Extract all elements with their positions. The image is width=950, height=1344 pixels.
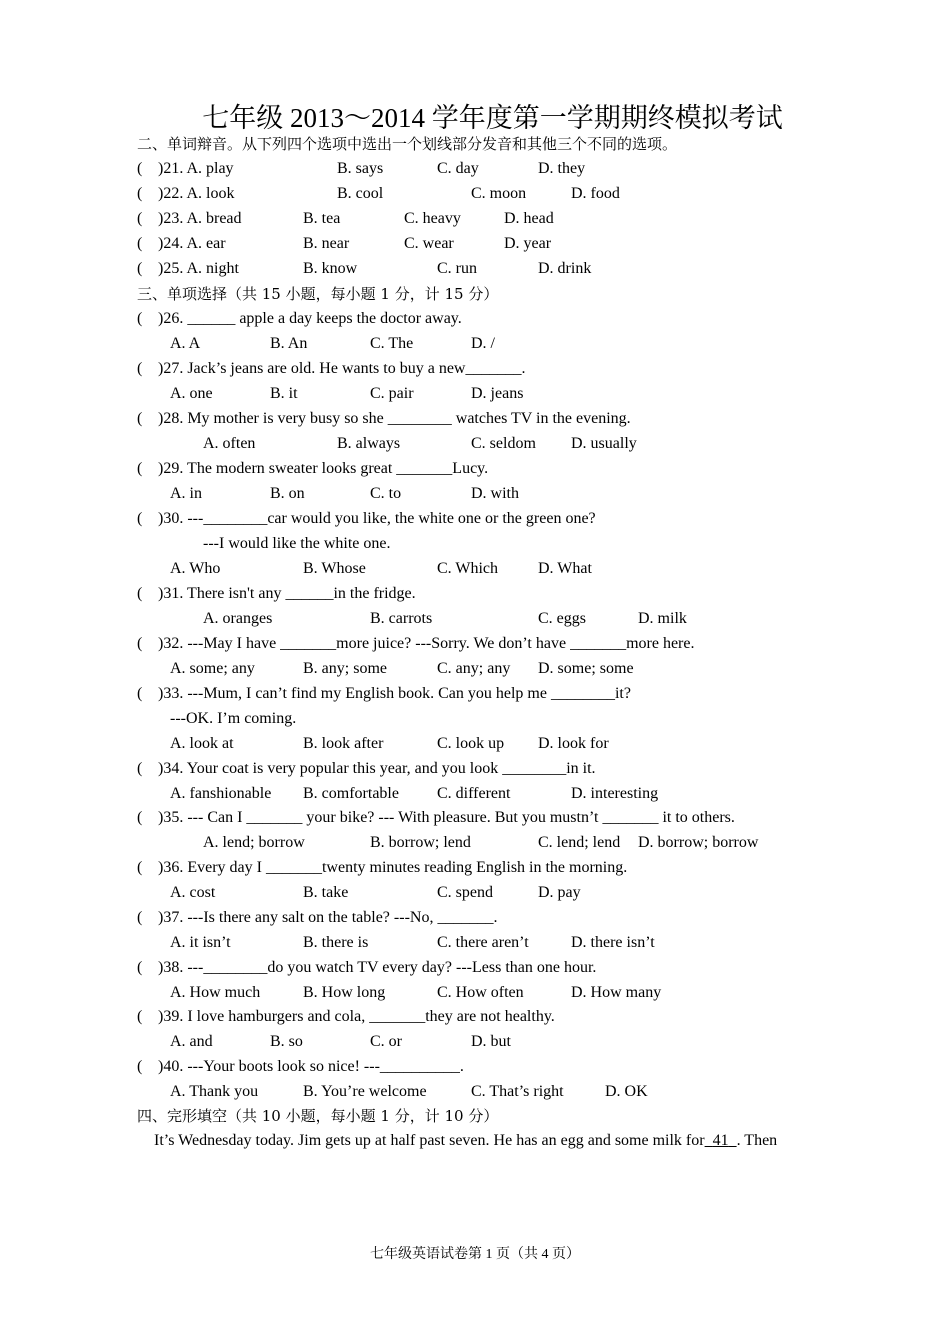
question-stem: )29. The modern sweater looks great _______Lucy. — [158, 460, 489, 477]
option-c: C. to — [370, 485, 402, 502]
question-stem: )37. ---Is there any salt on the table? ---No, _______. — [158, 909, 498, 926]
cloze-blank-41 — [705, 1132, 737, 1149]
option-c: C. eggs — [538, 610, 586, 627]
option-c: C. lend; lend — [538, 834, 621, 851]
option-a: A. cost — [170, 884, 216, 901]
question-stem: )31. There isn't any ______in the fridge. — [158, 585, 416, 602]
option-a: A. Who — [170, 560, 221, 577]
question-stem: )27. Jack’s jeans are old. He wants to buy a new_______. — [158, 360, 526, 377]
option-b: B. You’re welcome — [303, 1083, 427, 1100]
option-d: D. How many — [571, 984, 662, 1001]
question-stem: )39. I love hamburgers and cola, _______they are not healthy. — [158, 1008, 555, 1025]
option-b: B. take — [303, 884, 349, 901]
option-a: A. it isn’t — [170, 934, 231, 951]
option-b: B. so — [270, 1033, 303, 1050]
option-a: A. fanshionable — [170, 785, 272, 802]
question-stem: )26. ______ apple a day keeps the doctor away. — [158, 310, 462, 327]
answer-paren: ( — [137, 1008, 143, 1025]
cloze-text-end: . Then — [736, 1132, 778, 1149]
option-c: C. That’s right — [471, 1083, 564, 1100]
question-stem: )35. --- Can I _______ your bike? --- With pleasure. But you mustn’t _______ it to others. — [158, 809, 735, 826]
option-d: D. usually — [571, 435, 637, 452]
option-c: C. heavy — [404, 210, 461, 227]
option-d: D. pay — [538, 884, 581, 901]
option-b: B. there is — [303, 934, 369, 951]
option-b: B. comfortable — [303, 785, 399, 802]
option-b: B. tea — [303, 210, 341, 227]
option-c: C. day — [437, 160, 479, 177]
option-d: D. borrow; borrow — [638, 834, 759, 851]
answer-paren: ( — [137, 635, 143, 652]
option-d: D. year — [504, 235, 552, 252]
answer-paren: ( — [137, 1058, 143, 1075]
option-c: C. wear — [404, 235, 454, 252]
option-d: D. some; some — [538, 660, 634, 677]
answer-paren: ( — [137, 859, 143, 876]
option-c: C. any; any — [437, 660, 511, 677]
option-c: C. The — [370, 335, 414, 352]
option-b: B. any; some — [303, 660, 387, 677]
option-d: D. food — [571, 185, 620, 202]
option-d: D. but — [471, 1033, 511, 1050]
option-d: D. with — [471, 485, 519, 502]
question-stem: )32. ---May I have _______more juice? ---Sorry. We don’t have _______more here. — [158, 635, 695, 652]
option-c: C. How often — [437, 984, 524, 1001]
reply-30: ---I would like the white one. — [203, 535, 391, 552]
option-c: C. seldom — [471, 435, 536, 452]
answer-paren: ( — [137, 185, 143, 202]
page-title: 七年级 2013～2014 学年度第一学期期终模拟考试 — [202, 103, 783, 133]
option-c: C. moon — [471, 185, 527, 202]
option-a: A. oranges — [203, 610, 273, 627]
option-a: A. often — [203, 435, 256, 452]
option-b: B. look after — [303, 735, 384, 752]
option-b: B. How long — [303, 984, 386, 1001]
option-b: B. An — [270, 335, 308, 352]
option-c: C. run — [437, 260, 477, 277]
option-b: B. always — [337, 435, 401, 452]
answer-paren: ( — [137, 310, 143, 327]
option-c: C. spend — [437, 884, 493, 901]
option-a: A. A — [170, 335, 201, 352]
option-d: D. head — [504, 210, 554, 227]
option-a: A. one — [170, 385, 213, 402]
answer-paren: ( — [137, 809, 143, 826]
option-c: C. Which — [437, 560, 499, 577]
option-d: D. interesting — [571, 785, 659, 802]
section-heading-cloze: 四、完形填空（共 10 小题，每小题 1 分，计 10 分） — [137, 1107, 499, 1125]
page-footer: 七年级英语试卷第 1 页（共 4 页） — [370, 1247, 580, 1262]
cloze-text: It’s Wednesday today. Jim gets up at half past seven. He has an egg and some milk for — [154, 1132, 705, 1149]
option-d: D. OK — [605, 1083, 648, 1100]
answer-paren: ( — [137, 585, 143, 602]
question-stem: )22. A. look — [158, 185, 235, 202]
option-d: D. they — [538, 160, 586, 177]
answer-paren: ( — [137, 210, 143, 227]
question-stem: )34. Your coat is very popular this year, and you look ________in it. — [158, 760, 596, 777]
option-d: D. jeans — [471, 385, 524, 402]
answer-paren: ( — [137, 510, 143, 527]
option-d: D. / — [471, 335, 495, 352]
option-c: C. look up — [437, 735, 505, 752]
option-b: B. cool — [337, 185, 384, 202]
answer-paren: ( — [137, 260, 143, 277]
option-b: B. Whose — [303, 560, 366, 577]
option-c: C. or — [370, 1033, 402, 1050]
question-stem: )40. ---Your boots look so nice! ---__________. — [158, 1058, 464, 1075]
option-b: B. it — [270, 385, 298, 402]
option-d: D. What — [538, 560, 592, 577]
option-d: D. milk — [638, 610, 687, 627]
question-stem: )36. Every day I _______twenty minutes reading English in the morning. — [158, 859, 628, 876]
question-stem: )30. ---________car would you like, the white one or the green one? — [158, 510, 596, 527]
question-stem: )25. A. night — [158, 260, 239, 277]
option-a: A. look at — [170, 735, 234, 752]
answer-paren: ( — [137, 360, 143, 377]
answer-paren: ( — [137, 760, 143, 777]
answer-paren: ( — [137, 909, 143, 926]
option-b: B. on — [270, 485, 305, 502]
question-stem: )28. My mother is very busy so she ________ watches TV in the evening. — [158, 410, 631, 427]
option-c: C. different — [437, 785, 511, 802]
question-stem: )38. ---________do you watch TV every day? ---Less than one hour. — [158, 959, 597, 976]
option-b: B. borrow; lend — [370, 834, 471, 851]
option-c: C. there aren’t — [437, 934, 529, 951]
question-stem: )23. A. bread — [158, 210, 242, 227]
option-a: A. How much — [170, 984, 261, 1001]
question-stem: )21. A. play — [158, 160, 234, 177]
section-heading-single-choice: 三、单项选择（共 15 小题，每小题 1 分，计 15 分） — [137, 285, 499, 303]
answer-paren: ( — [137, 460, 143, 477]
option-d: D. look for — [538, 735, 609, 752]
option-d: D. there isn’t — [571, 934, 655, 951]
option-c: C. pair — [370, 385, 414, 402]
option-a: A. some; any — [170, 660, 255, 677]
option-b: B. carrots — [370, 610, 433, 627]
question-stem: )33. ---Mum, I can’t find my English book. Can you help me ________it? — [158, 685, 631, 702]
question-stem: )24. A. ear — [158, 235, 226, 252]
reply-33: ---OK. I’m coming. — [170, 710, 297, 727]
option-d: D. drink — [538, 260, 592, 277]
answer-paren: ( — [137, 410, 143, 427]
option-a: A. lend; borrow — [203, 834, 305, 851]
answer-paren: ( — [137, 959, 143, 976]
option-b: B. know — [303, 260, 358, 277]
option-b: B. says — [337, 160, 384, 177]
option-a: A. in — [170, 485, 202, 502]
option-a: A. and — [170, 1033, 213, 1050]
cloze-paragraph — [154, 1131, 777, 1151]
option-b: B. near — [303, 235, 350, 252]
answer-paren: ( — [137, 685, 143, 702]
cloze-blank-number: 41 — [712, 1132, 729, 1149]
answer-paren: ( — [137, 235, 143, 252]
option-a: A. Thank you — [170, 1083, 259, 1100]
section-heading-phonetics: 二、单词辩音。从下列四个选项中选出一个划线部分发音和其他三个不同的选项。 — [137, 135, 678, 153]
answer-paren: ( — [137, 160, 143, 177]
